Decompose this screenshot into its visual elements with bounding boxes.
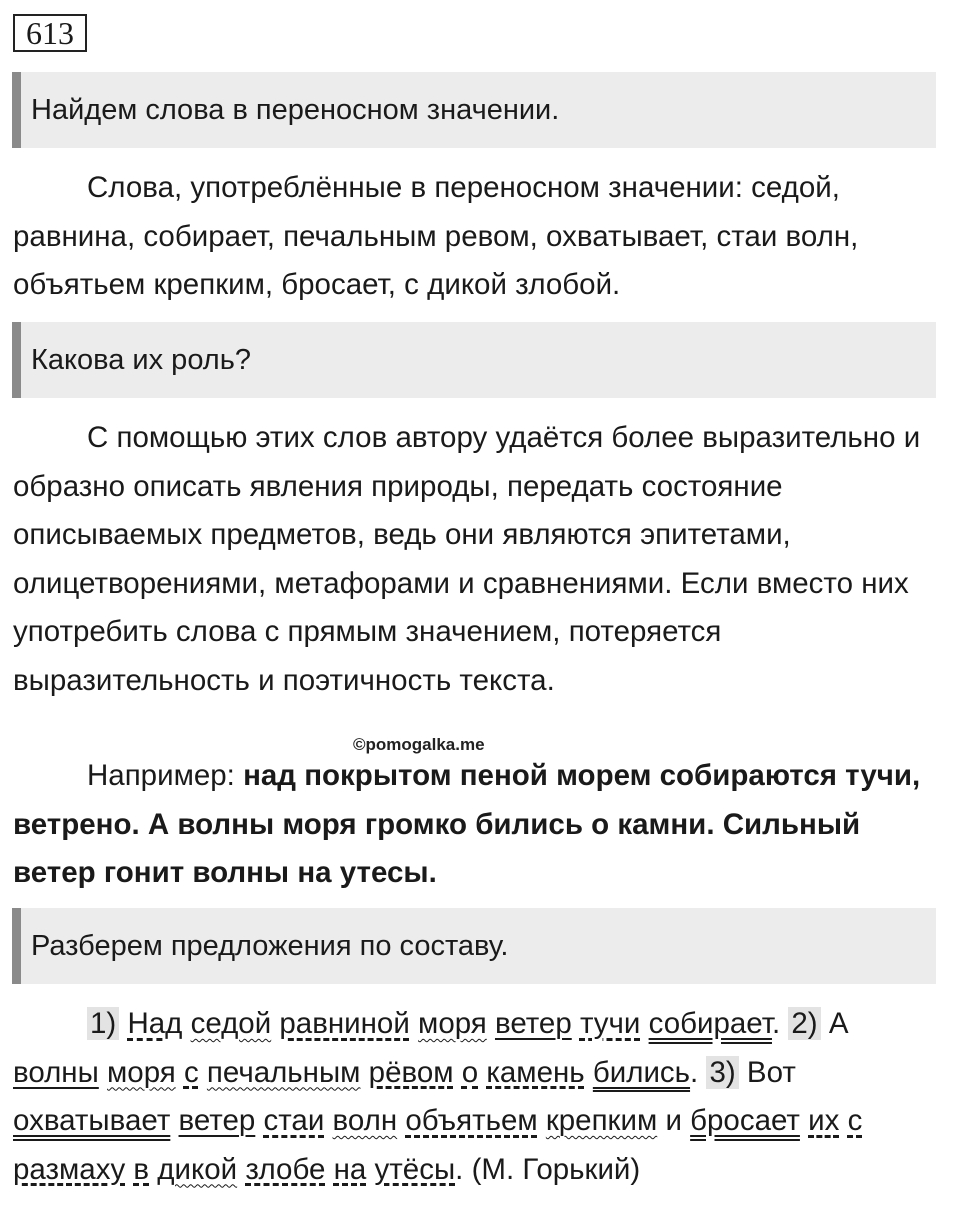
answer-2 bbox=[13, 414, 938, 705]
question-bar-3 bbox=[12, 908, 936, 984]
word: крепким bbox=[545, 1104, 658, 1137]
word: волны bbox=[13, 1055, 99, 1089]
parsed-sentences: 1) Над седой равниной моря ветер тучи собирает. 2) А волны моря с печальным рёвом о камень бились. 3) Вот охватывает ветер стаи волн объятьем крепким и бросает их с размаху в дикой злобе на утёсы. (М. Горький) bbox=[13, 1007, 863, 1186]
word: о bbox=[461, 1055, 479, 1089]
example-paragraph bbox=[13, 752, 938, 898]
word: моря bbox=[418, 1007, 487, 1040]
word: седой bbox=[190, 1007, 272, 1040]
word: Вот bbox=[746, 1055, 796, 1089]
word: ветер bbox=[178, 1104, 256, 1137]
answer-1 bbox=[13, 164, 938, 310]
word: злобе bbox=[245, 1152, 326, 1186]
word: ветер bbox=[494, 1007, 572, 1040]
word: моря bbox=[107, 1055, 176, 1089]
word: собирает bbox=[648, 1007, 772, 1040]
word: охватывает bbox=[13, 1104, 171, 1137]
word: на bbox=[333, 1152, 367, 1186]
word: объятьем bbox=[405, 1104, 538, 1137]
word: А bbox=[828, 1007, 849, 1040]
word: печальным bbox=[206, 1055, 361, 1089]
watermark: ©pomogalka.me bbox=[353, 735, 485, 754]
word: утёсы bbox=[374, 1152, 456, 1186]
question-bar-2 bbox=[12, 322, 936, 398]
example-lead: Например: bbox=[87, 759, 244, 792]
sentence-3-number: 3) bbox=[706, 1056, 738, 1089]
word: стаи bbox=[263, 1104, 325, 1137]
word: рёвом bbox=[368, 1055, 454, 1089]
word: волн bbox=[332, 1104, 398, 1137]
question-bar-1 bbox=[12, 72, 936, 148]
author: (М. Горький) bbox=[471, 1152, 641, 1186]
answer-1-text: Слова, употреблённые в переносном значении: седой, равнина, собирает, печальным ревом, охватывает, стаи волн, объятьем крепким, бросает, с дикой злобой. bbox=[13, 171, 859, 301]
word: с bbox=[847, 1104, 863, 1137]
question-3: Разберем предложения по составу. bbox=[31, 929, 509, 962]
word: дикой bbox=[157, 1152, 238, 1186]
word: тучи bbox=[579, 1007, 641, 1040]
word: равниной bbox=[279, 1007, 410, 1040]
word: и bbox=[665, 1104, 682, 1137]
question-2: Какова их роль? bbox=[31, 343, 251, 376]
example-bold: над покрытом пеной морем собираются тучи, ветрено. А волны моря громко бились о камни. Сильный ветер гонит волны на утесы. bbox=[13, 759, 921, 889]
sentence-1-number: 1) bbox=[87, 1007, 119, 1040]
word: их bbox=[808, 1104, 840, 1137]
word: бились bbox=[592, 1055, 691, 1089]
word: с bbox=[183, 1055, 199, 1089]
task-number: 613 bbox=[13, 14, 87, 52]
sentence-2-number: 2) bbox=[788, 1007, 820, 1040]
word: Над bbox=[127, 1007, 183, 1040]
answer-2-text: С помощью этих слов автору удаётся более выразительно и образно описать явления природы, передать состояние описываемых предметов, ведь они являются эпитетами, олицетворениями, метафорами и сравнениями. Если вместо них употребить слова с прямым значением, потеряется выразительность и поэтичность текста. bbox=[13, 421, 921, 697]
question-1: Найдем слова в переносном значении. bbox=[31, 93, 560, 126]
word: в bbox=[133, 1152, 150, 1186]
word: бросает bbox=[690, 1104, 800, 1137]
word: камень bbox=[486, 1055, 585, 1089]
word: размаху bbox=[13, 1152, 126, 1186]
